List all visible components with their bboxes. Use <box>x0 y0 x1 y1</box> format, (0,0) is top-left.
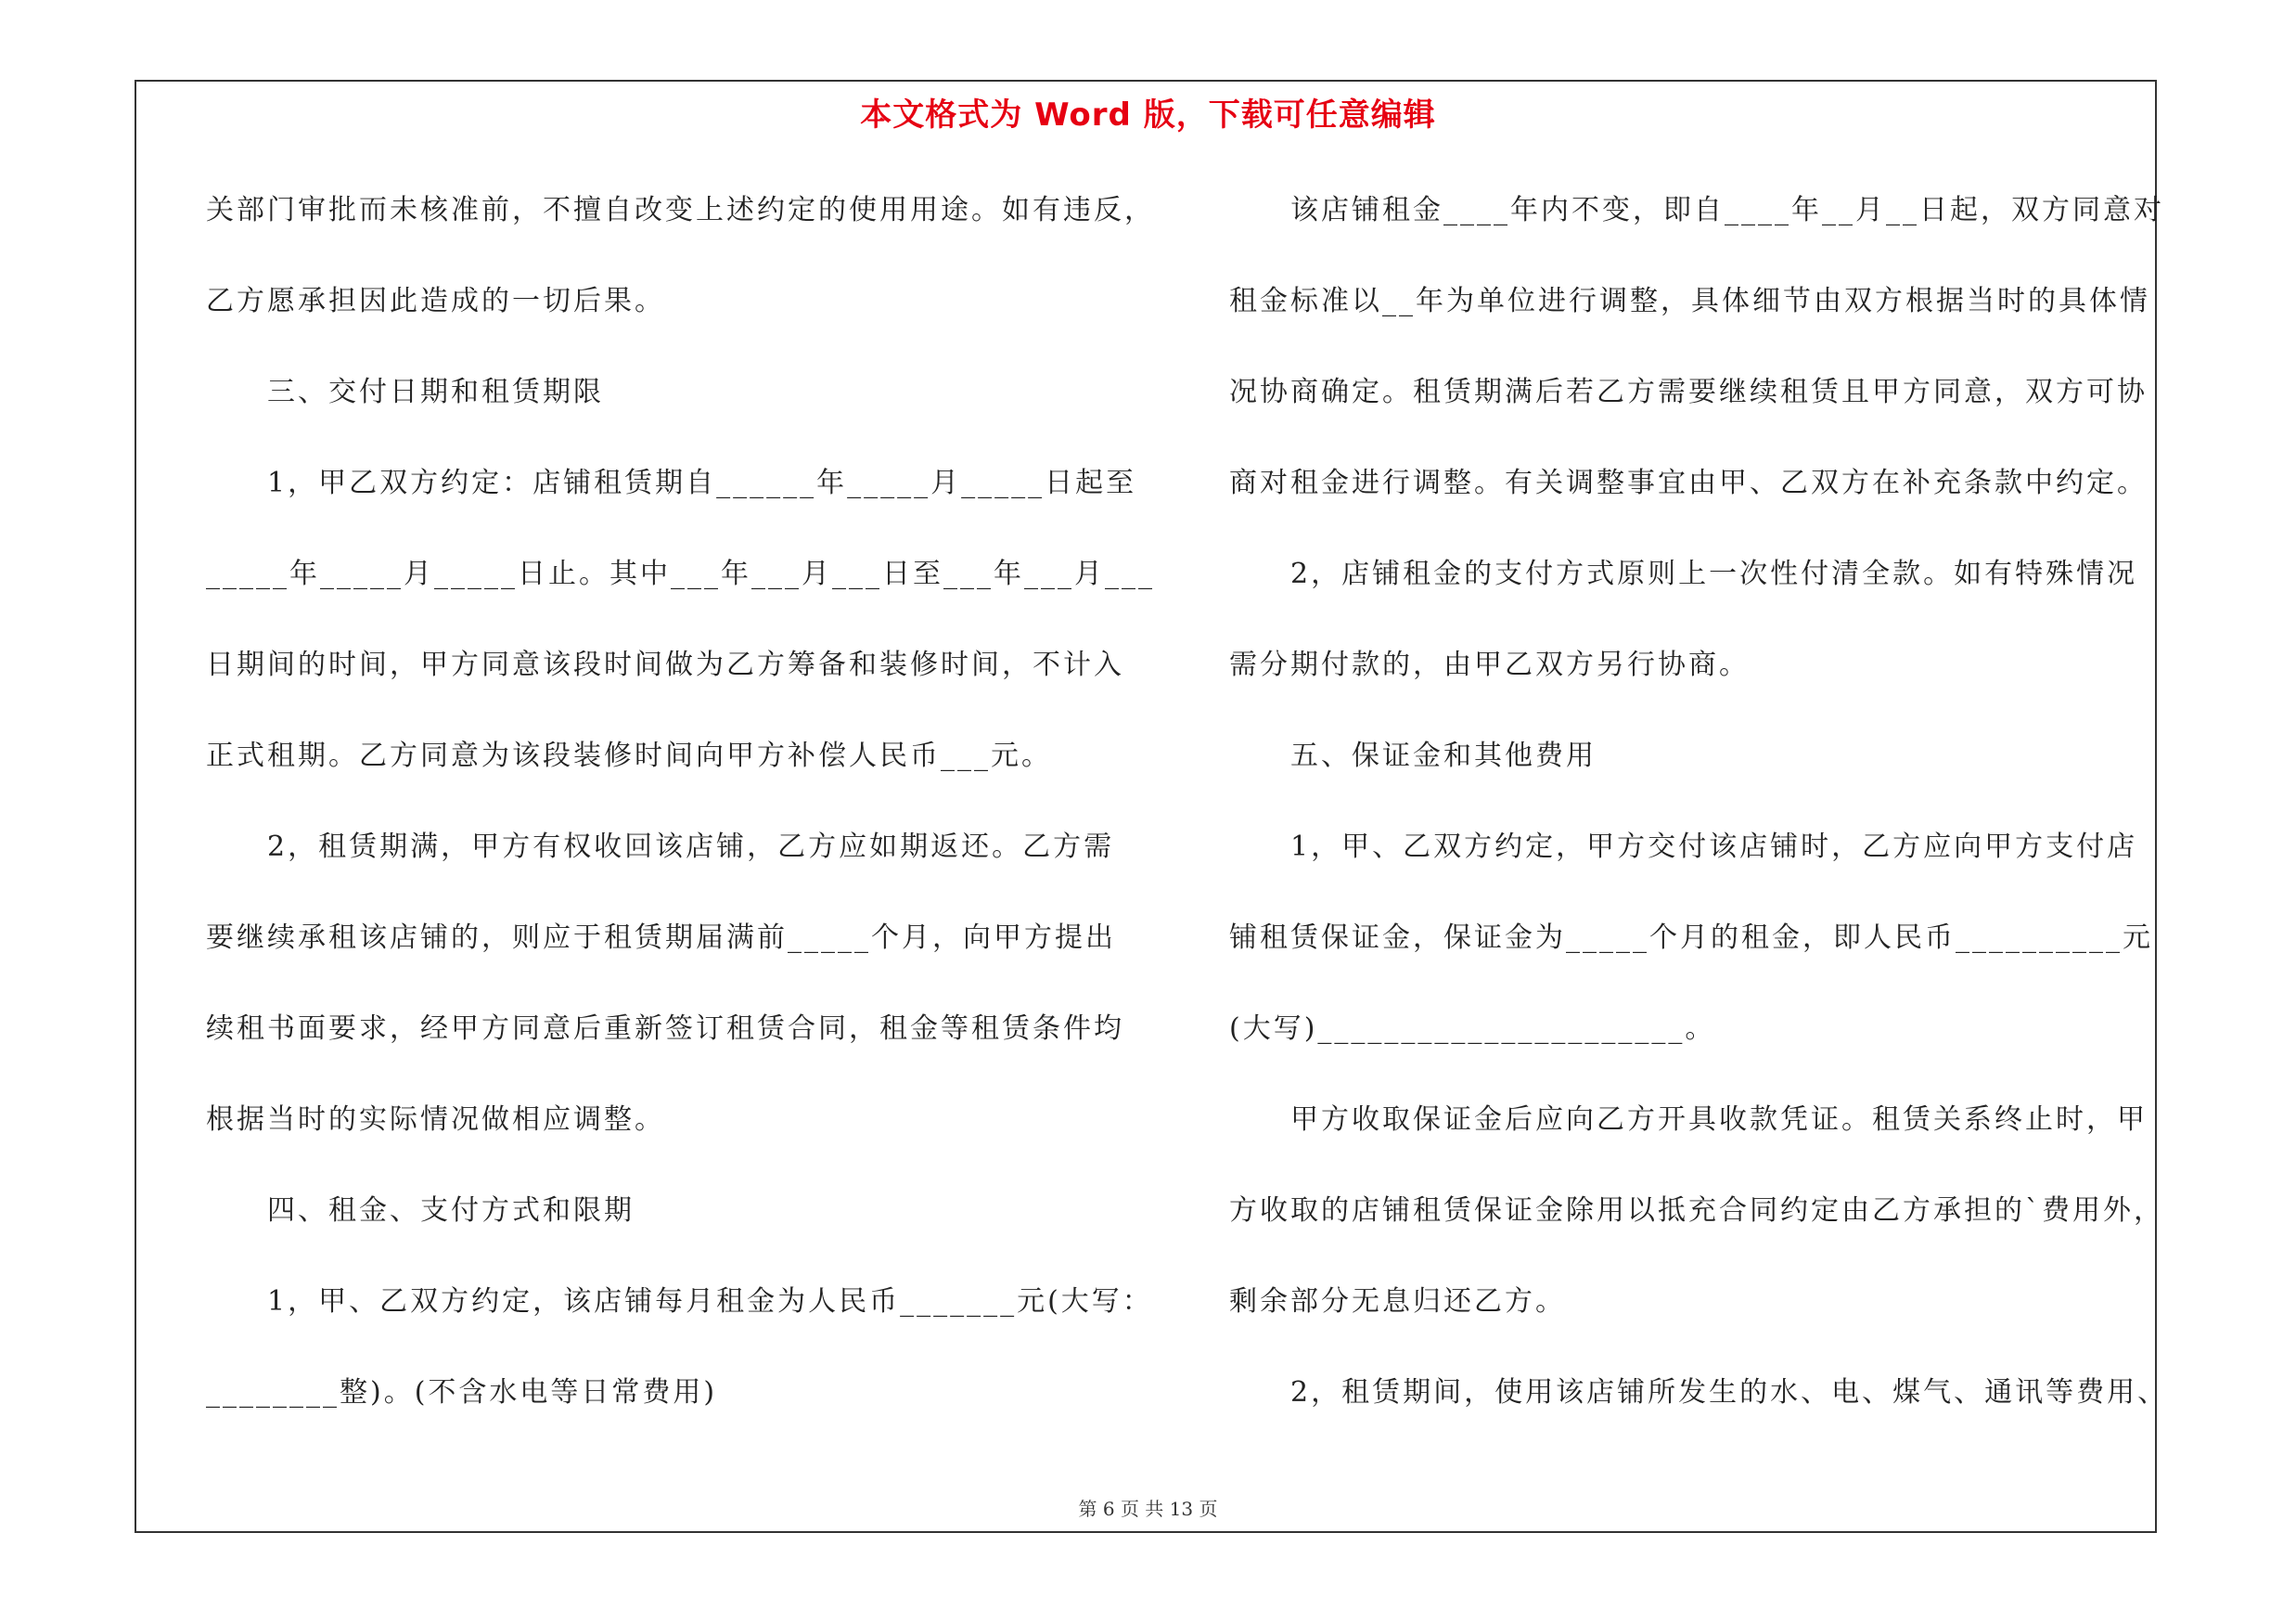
paragraph-line: 租金标准以__年为单位进行调整，具体细节由双方根据当时的具体情 <box>1229 285 2150 317</box>
page-number: 第 6 页 共 13 页 <box>1078 1498 1218 1520</box>
paragraph-line: _____年_____月_____日止。其中___年___月___日至___年___月___ <box>206 558 1155 590</box>
paragraph-line: 续租书面要求，经甲方同意后重新签订租赁合同，租金等租赁条件均 <box>206 1012 1124 1045</box>
paragraph-line: 2，租赁期满，甲方有权收回该店铺，乙方应如期返还。乙方需 <box>267 831 1115 863</box>
paragraph-line: 甲方收取保证金后应向乙方开具收款凭证。租赁关系终止时，甲 <box>1290 1103 2148 1136</box>
paragraph-line: 1，甲乙双方约定：店铺租赁期自______年_____月_____日起至 <box>267 467 1137 499</box>
paragraph-line: 根据当时的实际情况做相应调整。 <box>206 1103 665 1136</box>
paragraph-line: 况协商确定。租赁期满后若乙方需要继续租赁且甲方同意，双方可协 <box>1229 376 2148 408</box>
paragraph-line: (大写)______________________。 <box>1229 1012 1716 1045</box>
paragraph-line: 2，租赁期间，使用该店铺所发生的水、电、煤气、通讯等费用、 <box>1290 1376 2169 1409</box>
paragraph-line: 剩余部分无息归还乙方。 <box>1229 1285 1566 1318</box>
paragraph-line: 日期间的时间，甲方同意该段时间做为乙方筹备和装修时间，不计入 <box>206 649 1124 681</box>
paragraph-line: 2，店铺租金的支付方式原则上一次性付清全款。如有特殊情况 <box>1290 558 2138 590</box>
paragraph-line: 乙方愿承担因此造成的一切后果。 <box>206 285 665 317</box>
paragraph-line: 方收取的店铺租赁保证金除用以抵充合同约定由乙方承担的`费用外， <box>1229 1194 2164 1227</box>
paragraph-line: 铺租赁保证金，保证金为_____个月的租金，即人民币__________元 <box>1229 921 2153 954</box>
paragraph-line: 1，甲、乙双方约定，该店铺每月租金为人民币_______元(大写： <box>267 1285 1153 1318</box>
paragraph-line: ________整)。(不含水电等日常费用) <box>206 1376 718 1409</box>
paragraph-line: 关部门审批而未核准前，不擅自改变上述约定的使用用途。如有违反， <box>206 194 1155 226</box>
format-banner: 本文格式为 Word 版，下载可任意编辑 <box>860 97 1436 134</box>
section-heading: 五、保证金和其他费用 <box>1290 740 1597 772</box>
left-column <box>206 178 1155 1451</box>
paragraph-line: 商对租金进行调整。有关调整事宜由甲、乙双方在补充条款中约定。 <box>1229 467 2148 499</box>
right-column <box>1229 178 2175 1451</box>
paragraph-line: 该店铺租金____年内不变，即自____年__月__日起，双方同意对 <box>1290 194 2164 226</box>
paragraph-line: 正式租期。乙方同意为该段装修时间向甲方补偿人民币___元。 <box>206 740 1052 772</box>
paragraph-line: 要继续承租该店铺的，则应于租赁期届满前_____个月，向甲方提出 <box>206 921 1116 954</box>
paragraph-line: 1，甲、乙双方约定，甲方交付该店铺时，乙方应向甲方支付店 <box>1290 831 2138 863</box>
section-heading: 四、租金、支付方式和限期 <box>267 1194 635 1227</box>
paragraph-line: 需分期付款的，由甲乙双方另行协商。 <box>1229 649 1750 681</box>
section-heading: 三、交付日期和租赁期限 <box>267 376 604 408</box>
